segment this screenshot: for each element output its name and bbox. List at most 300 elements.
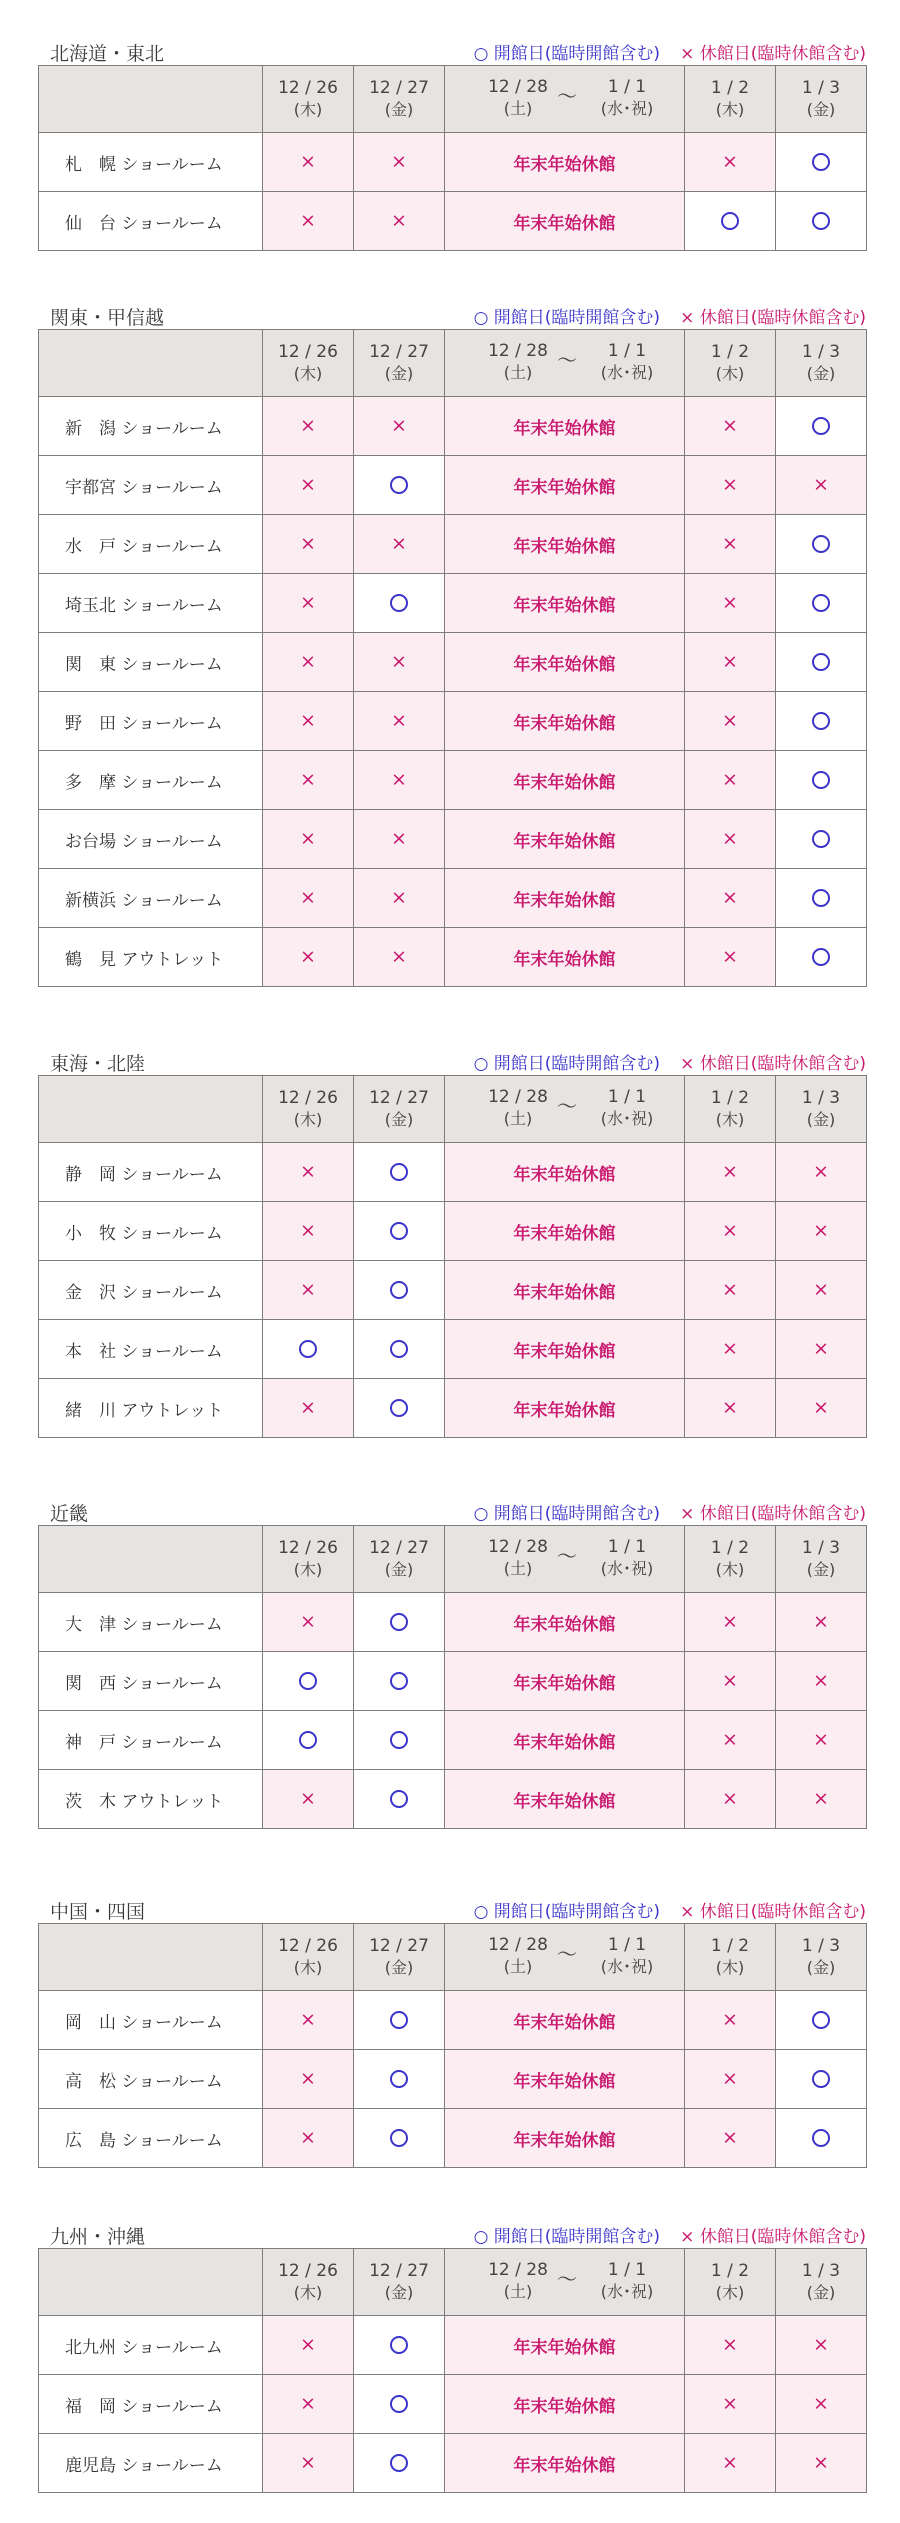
header-weekday: (木): [715, 100, 745, 119]
open-mark-icon: [390, 1399, 408, 1417]
status-cell-d3: [685, 2050, 776, 2109]
header-date: 1 / 3: [801, 2261, 841, 2281]
open-mark-icon: [299, 1340, 317, 1358]
status-cell-d1: [263, 2434, 354, 2493]
closed-mark-icon: ×: [300, 150, 316, 173]
status-cell-d4: [776, 133, 867, 192]
header-date-d4: [776, 2249, 867, 2316]
schedule-table: [38, 329, 867, 987]
open-mark-icon: [812, 948, 830, 966]
closed-mark-icon: ×: [813, 1728, 829, 1751]
table-row: [39, 1652, 867, 1711]
holiday-closed-cell: 年末年始休館: [445, 2316, 685, 2375]
header-weekday: (金): [384, 1110, 414, 1129]
closed-mark-icon: ×: [722, 886, 738, 909]
holiday-closed-cell: 年末年始休館: [445, 456, 685, 515]
region-header: [38, 1495, 866, 1525]
status-cell-d1: [263, 2375, 354, 2434]
region-title: 近畿: [50, 1503, 89, 1525]
header-weekday: (木): [293, 1958, 323, 1977]
legend: [474, 1499, 866, 1524]
range-tilde: ～: [557, 1094, 577, 1118]
closed-mark-icon: ×: [300, 768, 316, 791]
showroom-name: お台場 ショールーム: [39, 810, 263, 869]
header-holiday-range: [445, 1076, 685, 1143]
header-date: 1 / 2: [710, 342, 750, 362]
legend-closed: × 休館日(臨時休館含む): [680, 2227, 866, 2247]
header-date-d2: [354, 1924, 445, 1991]
header-weekday: (木): [293, 1110, 323, 1129]
closed-mark-icon: ×: [722, 827, 738, 850]
header-weekday: (木): [715, 364, 745, 383]
status-cell-d4: [776, 869, 867, 928]
open-mark-icon: [721, 212, 739, 230]
status-cell-d1: [263, 1379, 354, 1438]
header-date: 12 / 26: [278, 342, 338, 362]
header-date-d1: [263, 330, 354, 397]
header-weekday: (木): [715, 1110, 745, 1129]
holiday-end: [587, 76, 667, 120]
closed-mark-icon: ×: [722, 1728, 738, 1751]
status-cell-d4: [776, 574, 867, 633]
status-cell-d1: [263, 1711, 354, 1770]
status-cell-d3: [685, 1991, 776, 2050]
legend-open: ○ 開館日(臨時開館含む): [473, 2227, 661, 2247]
legend-closed: × 休館日(臨時休館含む): [680, 308, 866, 328]
status-cell-d2: [354, 1143, 445, 1202]
closed-mark-icon: ×: [300, 2067, 316, 2090]
header-holiday-range: [445, 66, 685, 133]
header-weekday: (金): [384, 2283, 414, 2302]
open-mark-icon: [390, 1790, 408, 1808]
holiday-end: [587, 2259, 667, 2303]
status-cell-d1: [263, 869, 354, 928]
header-date: 12 / 27: [369, 1936, 429, 1956]
closed-mark-icon: ×: [300, 1160, 316, 1183]
holiday-closed-cell: 年末年始休館: [445, 633, 685, 692]
closed-mark-icon: ×: [722, 2008, 738, 2031]
header-date: 12 / 27: [369, 342, 429, 362]
closed-mark-icon: ×: [391, 532, 407, 555]
header-date: 12 / 28: [488, 2260, 548, 2280]
closed-mark-icon: ×: [391, 886, 407, 909]
holiday-closed-cell: 年末年始休館: [445, 1202, 685, 1261]
header-date-d4: [776, 1924, 867, 1991]
table-row: [39, 869, 867, 928]
header-date: 12 / 27: [369, 78, 429, 98]
header-date: 12 / 26: [278, 1088, 338, 1108]
closed-mark-icon: ×: [813, 473, 829, 496]
header-date: 12 / 27: [369, 2261, 429, 2281]
open-mark-icon: [812, 889, 830, 907]
status-cell-d1: [263, 1202, 354, 1261]
closed-mark-icon: ×: [722, 2067, 738, 2090]
closed-mark-icon: ×: [722, 1337, 738, 1360]
schedule-table: [38, 1923, 867, 2168]
status-cell-d4: [776, 1770, 867, 1829]
header-date: 12 / 28: [488, 77, 548, 97]
region-header: [38, 1893, 866, 1923]
header-weekday: (水･祝): [600, 363, 654, 382]
closed-mark-icon: ×: [300, 2008, 316, 2031]
header-date: 12 / 27: [369, 1538, 429, 1558]
holiday-start: [483, 340, 553, 384]
status-cell-d1: [263, 1143, 354, 1202]
showroom-name: 高 松 ショールーム: [39, 2050, 263, 2109]
table-row: [39, 2375, 867, 2434]
header-blank: [39, 1526, 263, 1593]
status-cell-d4: [776, 192, 867, 251]
status-cell-d3: [685, 1379, 776, 1438]
holiday-end: [587, 340, 667, 384]
status-cell-d1: [263, 2109, 354, 2168]
range-tilde: ～: [557, 1544, 577, 1568]
header-date-d2: [354, 1526, 445, 1593]
closed-mark-icon: ×: [813, 1610, 829, 1633]
status-cell-d4: [776, 1320, 867, 1379]
status-cell-d3: [685, 1770, 776, 1829]
holiday-range: [445, 2249, 684, 2315]
closed-mark-icon: ×: [300, 650, 316, 673]
showroom-name: 小 牧 ショールーム: [39, 1202, 263, 1261]
table-row: [39, 810, 867, 869]
closed-mark-icon: ×: [722, 414, 738, 437]
holiday-closed-cell: 年末年始休館: [445, 1593, 685, 1652]
status-cell-d2: [354, 1320, 445, 1379]
region-title: 関東・甲信越: [50, 307, 165, 329]
header-date-d1: [263, 66, 354, 133]
header-row: [39, 1526, 867, 1593]
status-cell-d3: [685, 2434, 776, 2493]
holiday-closed-cell: 年末年始休館: [445, 2109, 685, 2168]
header-date: 12 / 28: [488, 1935, 548, 1955]
showroom-name: 本 社 ショールーム: [39, 1320, 263, 1379]
legend: [474, 303, 866, 328]
holiday-closed-cell: 年末年始休館: [445, 810, 685, 869]
closed-mark-icon: ×: [300, 532, 316, 555]
showroom-name: 新 潟 ショールーム: [39, 397, 263, 456]
header-row: [39, 2249, 867, 2316]
closed-mark-icon: ×: [300, 945, 316, 968]
status-cell-d3: [685, 2375, 776, 2434]
holiday-closed-cell: 年末年始休館: [445, 2434, 685, 2493]
status-cell-d3: [685, 810, 776, 869]
holiday-start: [483, 76, 553, 120]
table-row: [39, 133, 867, 192]
closed-mark-icon: ×: [813, 1337, 829, 1360]
status-cell-d3: [685, 1143, 776, 1202]
table-row: [39, 2109, 867, 2168]
region-title: 北海道・東北: [50, 43, 165, 65]
closed-mark-icon: ×: [813, 2333, 829, 2356]
open-mark-icon: [390, 2454, 408, 2472]
showroom-name: 広 島 ショールーム: [39, 2109, 263, 2168]
legend-closed: × 休館日(臨時休館含む): [680, 1504, 866, 1524]
status-cell-d3: [685, 2109, 776, 2168]
holiday-end: [587, 1536, 667, 1580]
open-mark-icon: [390, 1672, 408, 1690]
status-cell-d3: [685, 456, 776, 515]
closed-mark-icon: ×: [813, 1669, 829, 1692]
table-row: [39, 1202, 867, 1261]
status-cell-d1: [263, 1261, 354, 1320]
holiday-closed-cell: 年末年始休館: [445, 2050, 685, 2109]
header-date: 12 / 26: [278, 78, 338, 98]
table-row: [39, 633, 867, 692]
header-date-d3: [685, 66, 776, 133]
status-cell-d3: [685, 1711, 776, 1770]
status-cell-d1: [263, 1320, 354, 1379]
header-date: 12 / 27: [369, 1088, 429, 1108]
status-cell-d3: [685, 751, 776, 810]
showroom-name: 関 東 ショールーム: [39, 633, 263, 692]
header-date: 1 / 2: [710, 1088, 750, 1108]
status-cell-d1: [263, 397, 354, 456]
closed-mark-icon: ×: [813, 2451, 829, 2474]
status-cell-d4: [776, 1593, 867, 1652]
open-mark-icon: [390, 1163, 408, 1181]
header-weekday: (木): [293, 100, 323, 119]
header-date: 1 / 3: [801, 78, 841, 98]
closed-mark-icon: ×: [722, 1669, 738, 1692]
header-weekday: (土): [503, 1559, 533, 1578]
table-row: [39, 397, 867, 456]
header-weekday: (金): [806, 364, 836, 383]
showroom-name: 金 沢 ショールーム: [39, 1261, 263, 1320]
showroom-name: 大 津 ショールーム: [39, 1593, 263, 1652]
holiday-end: [587, 1934, 667, 1978]
status-cell-d1: [263, 1593, 354, 1652]
table-row: [39, 2434, 867, 2493]
status-cell-d2: [354, 1711, 445, 1770]
status-cell-d2: [354, 751, 445, 810]
open-mark-icon: [812, 830, 830, 848]
open-mark-icon: [812, 153, 830, 171]
region-section: [38, 299, 866, 987]
status-cell-d4: [776, 515, 867, 574]
status-cell-d2: [354, 192, 445, 251]
showroom-name: 関 西 ショールーム: [39, 1652, 263, 1711]
showroom-name: 多 摩 ショールーム: [39, 751, 263, 810]
legend-open: ○ 開館日(臨時開館含む): [473, 1054, 661, 1074]
closed-mark-icon: ×: [813, 1160, 829, 1183]
region-header: [38, 2218, 866, 2248]
legend: [474, 1049, 866, 1074]
table-row: [39, 692, 867, 751]
header-weekday: (土): [503, 1109, 533, 1128]
header-weekday: (土): [503, 99, 533, 118]
showroom-name: 新横浜 ショールーム: [39, 869, 263, 928]
status-cell-d4: [776, 2434, 867, 2493]
status-cell-d4: [776, 2316, 867, 2375]
status-cell-d2: [354, 692, 445, 751]
showroom-name: 神 戸 ショールーム: [39, 1711, 263, 1770]
table-row: [39, 1711, 867, 1770]
open-mark-icon: [812, 712, 830, 730]
closed-mark-icon: ×: [300, 1396, 316, 1419]
header-weekday: (金): [384, 100, 414, 119]
closed-mark-icon: ×: [813, 1219, 829, 1242]
closed-mark-icon: ×: [722, 2451, 738, 2474]
status-cell-d2: [354, 1261, 445, 1320]
status-cell-d3: [685, 133, 776, 192]
open-mark-icon: [390, 1731, 408, 1749]
header-weekday: (水･祝): [600, 99, 654, 118]
header-blank: [39, 66, 263, 133]
holiday-closed-cell: 年末年始休館: [445, 1320, 685, 1379]
open-mark-icon: [812, 2011, 830, 2029]
status-cell-d4: [776, 1652, 867, 1711]
range-tilde: ～: [557, 84, 577, 108]
region-title: 中国・四国: [50, 1901, 146, 1923]
header-weekday: (水･祝): [600, 1109, 654, 1128]
table-row: [39, 1991, 867, 2050]
closed-mark-icon: ×: [300, 1219, 316, 1242]
header-row: [39, 66, 867, 133]
holiday-closed-cell: 年末年始休館: [445, 1379, 685, 1438]
header-date-d4: [776, 1526, 867, 1593]
closed-mark-icon: ×: [300, 209, 316, 232]
status-cell-d4: [776, 810, 867, 869]
status-cell-d2: [354, 2109, 445, 2168]
header-weekday: (金): [806, 100, 836, 119]
status-cell-d2: [354, 810, 445, 869]
closed-mark-icon: ×: [722, 1278, 738, 1301]
holiday-closed-cell: 年末年始休館: [445, 1261, 685, 1320]
header-weekday: (木): [715, 1560, 745, 1579]
holiday-start: [483, 1086, 553, 1130]
open-mark-icon: [812, 2129, 830, 2147]
closed-mark-icon: ×: [722, 945, 738, 968]
table-row: [39, 456, 867, 515]
status-cell-d3: [685, 928, 776, 987]
legend: [474, 1897, 866, 1922]
closed-mark-icon: ×: [391, 209, 407, 232]
header-row: [39, 1924, 867, 1991]
status-cell-d2: [354, 515, 445, 574]
closed-mark-icon: ×: [391, 827, 407, 850]
status-cell-d1: [263, 133, 354, 192]
status-cell-d4: [776, 456, 867, 515]
region-header: [38, 35, 866, 65]
header-date-d3: [685, 1076, 776, 1143]
header-date: 1 / 1: [607, 1537, 647, 1557]
header-date-d1: [263, 1526, 354, 1593]
open-mark-icon: [299, 1672, 317, 1690]
schedule-table: [38, 65, 867, 251]
legend-closed: × 休館日(臨時休館含む): [680, 1902, 866, 1922]
schedule-table: [38, 2248, 867, 2493]
status-cell-d2: [354, 2434, 445, 2493]
open-mark-icon: [390, 1222, 408, 1240]
header-date: 12 / 28: [488, 1087, 548, 1107]
schedule-table: [38, 1525, 867, 1829]
closed-mark-icon: ×: [722, 1160, 738, 1183]
header-weekday: (金): [806, 2283, 836, 2302]
holiday-closed-cell: 年末年始休館: [445, 1711, 685, 1770]
header-date-d2: [354, 2249, 445, 2316]
header-weekday: (木): [293, 1560, 323, 1579]
status-cell-d4: [776, 1991, 867, 2050]
showroom-name: 静 岡 ショールーム: [39, 1143, 263, 1202]
holiday-closed-cell: 年末年始休館: [445, 1991, 685, 2050]
header-weekday: (木): [293, 2283, 323, 2302]
closed-mark-icon: ×: [722, 1610, 738, 1633]
status-cell-d1: [263, 2316, 354, 2375]
showroom-name: 札 幌 ショールーム: [39, 133, 263, 192]
status-cell-d2: [354, 2375, 445, 2434]
status-cell-d3: [685, 633, 776, 692]
status-cell-d4: [776, 928, 867, 987]
legend-closed: × 休館日(臨時休館含む): [680, 1054, 866, 1074]
closed-mark-icon: ×: [722, 1219, 738, 1242]
header-weekday: (水･祝): [600, 1957, 654, 1976]
header-row: [39, 1076, 867, 1143]
closed-mark-icon: ×: [300, 2451, 316, 2474]
closed-mark-icon: ×: [813, 1396, 829, 1419]
header-date: 12 / 26: [278, 1538, 338, 1558]
open-mark-icon: [812, 594, 830, 612]
status-cell-d4: [776, 633, 867, 692]
header-weekday: (土): [503, 363, 533, 382]
header-date: 12 / 28: [488, 1537, 548, 1557]
closed-mark-icon: ×: [722, 473, 738, 496]
status-cell-d1: [263, 1991, 354, 2050]
open-mark-icon: [812, 771, 830, 789]
header-date: 1 / 1: [607, 77, 647, 97]
status-cell-d2: [354, 1379, 445, 1438]
header-date-d3: [685, 1924, 776, 1991]
status-cell-d2: [354, 1593, 445, 1652]
header-date-d1: [263, 2249, 354, 2316]
status-cell-d3: [685, 192, 776, 251]
holiday-start: [483, 1934, 553, 1978]
header-blank: [39, 330, 263, 397]
status-cell-d3: [685, 1202, 776, 1261]
showroom-name: 埼玉北 ショールーム: [39, 574, 263, 633]
header-date: 1 / 1: [607, 1087, 647, 1107]
closed-mark-icon: ×: [722, 709, 738, 732]
closed-mark-icon: ×: [722, 1396, 738, 1419]
table-row: [39, 751, 867, 810]
legend-closed: × 休館日(臨時休館含む): [680, 44, 866, 64]
closed-mark-icon: ×: [300, 473, 316, 496]
status-cell-d2: [354, 397, 445, 456]
region-header: [38, 299, 866, 329]
header-weekday: (金): [806, 1560, 836, 1579]
region-header: [38, 1045, 866, 1075]
closed-mark-icon: ×: [722, 150, 738, 173]
showroom-name: 北九州 ショールーム: [39, 2316, 263, 2375]
header-date: 12 / 26: [278, 1936, 338, 1956]
status-cell-d1: [263, 2050, 354, 2109]
header-date: 1 / 3: [801, 1936, 841, 1956]
holiday-range: [445, 66, 684, 132]
schedule-table: [38, 1075, 867, 1438]
header-date: 1 / 3: [801, 342, 841, 362]
holiday-range: [445, 1526, 684, 1592]
header-weekday: (木): [293, 364, 323, 383]
status-cell-d3: [685, 1320, 776, 1379]
status-cell-d2: [354, 928, 445, 987]
status-cell-d4: [776, 2050, 867, 2109]
table-row: [39, 192, 867, 251]
closed-mark-icon: ×: [722, 2392, 738, 2415]
closed-mark-icon: ×: [300, 1610, 316, 1633]
header-weekday: (土): [503, 1957, 533, 1976]
header-weekday: (金): [384, 1958, 414, 1977]
header-weekday: (水･祝): [600, 2282, 654, 2301]
